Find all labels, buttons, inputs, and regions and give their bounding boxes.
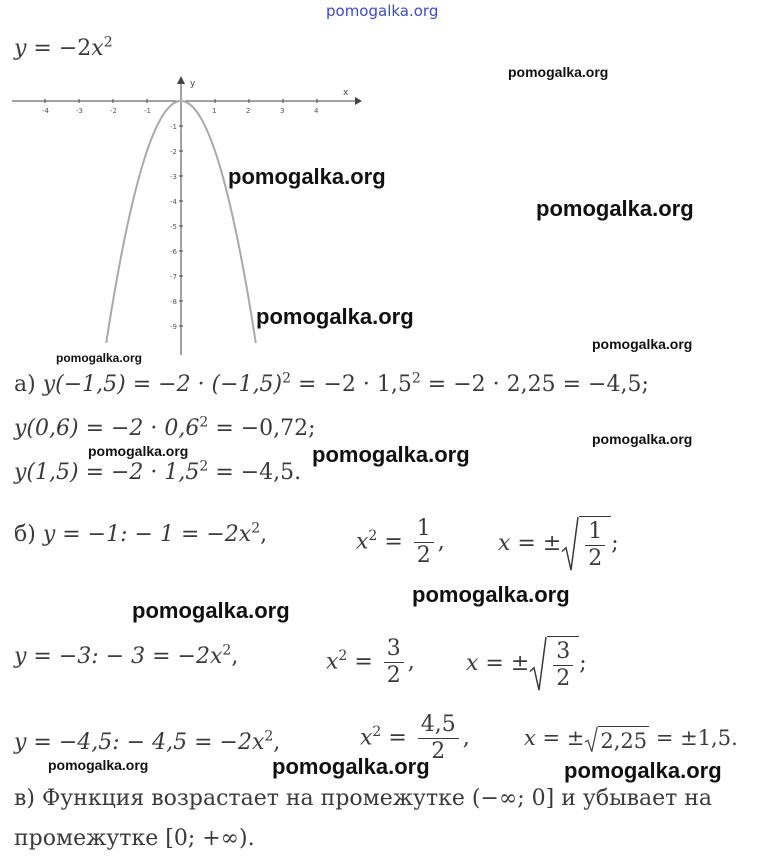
watermark[interactable]: pomogalka.org <box>272 754 430 779</box>
exp: 2 <box>282 370 292 387</box>
part-a-prefix: а) <box>14 372 43 397</box>
eq-sign: = <box>377 529 410 555</box>
watermark[interactable]: pomogalka.org <box>256 304 414 329</box>
watermark[interactable]: pomogalka.org <box>48 757 149 773</box>
x-var: x <box>356 529 369 555</box>
part-a-body: y(−1,5) = −2 · (−1,5) <box>42 372 283 397</box>
watermark[interactable]: pomogalka.org <box>312 442 470 467</box>
x-var: x <box>360 725 373 751</box>
x-tick-label: -4 <box>42 107 49 115</box>
part-a2-body: y(0,6) = −2 · 0,6 <box>14 416 200 441</box>
fraction-num: 1 <box>585 519 605 546</box>
sqrt-sign-icon <box>561 516 579 572</box>
watermark[interactable]: pomogalka.org <box>536 196 694 221</box>
exp: 2 <box>199 458 209 475</box>
watermark[interactable]: pomogalka.org <box>508 64 609 80</box>
part-b-row2-frac <box>326 636 415 689</box>
sqrt <box>584 726 649 753</box>
exp: 2 <box>372 724 382 741</box>
part-b-row1-frac <box>356 516 445 569</box>
watermark[interactable]: pomogalka.org <box>56 351 143 365</box>
y-tick-label: -6 <box>170 248 177 256</box>
row-lhs: y = −4,5: <box>14 730 120 755</box>
comma: , <box>407 649 415 675</box>
fraction-den: 2 <box>386 663 401 688</box>
exp: 2 <box>264 728 274 745</box>
fraction-num: 3 <box>553 639 573 666</box>
fraction-den: 2 <box>431 739 446 764</box>
semicolon: ; <box>611 531 619 556</box>
watermark[interactable]: pomogalka.org <box>228 164 386 189</box>
fraction-den: 2 <box>588 546 603 571</box>
watermark[interactable]: pomogalka.org <box>564 758 722 783</box>
sqrt-sign-icon <box>584 726 598 753</box>
fraction-num: 1 <box>414 516 434 543</box>
x-pm: x = ± <box>498 531 562 556</box>
exp: 2 <box>411 370 421 387</box>
x-pm: x = ± <box>524 726 585 750</box>
part-a-end: = −2 · 2,25 = −4,5; <box>420 372 649 397</box>
x-tick-label: 3 <box>280 107 285 115</box>
row-eq: − 4,5 = −2x <box>119 730 265 755</box>
fraction-den: 2 <box>556 666 571 691</box>
x-axis-arrow <box>355 97 362 105</box>
y-tick-label: -5 <box>170 223 177 231</box>
part-v-line1: в) Функция возрастает на промежутке (−∞; 0] и убывает на <box>14 786 713 811</box>
result: = ±1,5. <box>649 726 738 750</box>
comma: , <box>273 730 281 755</box>
title-y: y <box>14 36 27 61</box>
eq-sign: = <box>381 725 414 751</box>
row-lhs: y = −1: <box>42 522 128 547</box>
comma: , <box>231 644 239 669</box>
comma: , <box>260 522 268 547</box>
watermark[interactable]: pomogalka.org <box>412 582 570 607</box>
x-tick-label: 1 <box>212 107 217 115</box>
watermark[interactable]: pomogalka.org <box>592 431 693 447</box>
title-eq: = −2 <box>26 36 92 61</box>
radicand <box>547 636 579 692</box>
part-b-row1-root <box>498 516 619 572</box>
x-tick-label: 2 <box>246 107 251 115</box>
sqrt-sign-icon <box>529 636 547 692</box>
exp: 2 <box>251 520 261 537</box>
part-a3-end: = −4,5. <box>208 460 302 485</box>
exp: 2 <box>199 414 209 431</box>
sqrt <box>529 636 579 692</box>
part-a-mid: = −2 · 1,5 <box>291 372 412 397</box>
part-a-line2 <box>14 416 316 441</box>
row-eq: − 1 = −2x <box>127 522 252 547</box>
x-pm: x = ± <box>466 651 530 676</box>
exp: 2 <box>368 528 378 545</box>
y-tick-label: -9 <box>170 323 177 331</box>
part-b-row2-root <box>466 636 587 692</box>
part-v-line2: промежутке [0; +∞). <box>14 826 255 851</box>
fraction-num: 3 <box>384 636 404 663</box>
x-var: x <box>326 649 339 675</box>
part-a2-end: = −0,72; <box>208 416 316 441</box>
fraction <box>384 636 404 689</box>
y-tick-label: -2 <box>170 148 177 156</box>
part-b-row3 <box>14 730 280 755</box>
y-axis-label: y <box>190 79 196 89</box>
row-eq: − 3 = −2x <box>98 644 223 669</box>
comma: , <box>437 529 445 555</box>
sqrt <box>561 516 611 572</box>
comma: , <box>462 725 470 751</box>
function-title <box>14 36 113 61</box>
y-tick-label: -4 <box>170 198 177 206</box>
part-a-line3 <box>14 460 301 485</box>
part-a-line1 <box>14 372 649 397</box>
fraction <box>585 519 605 572</box>
radicand <box>579 516 611 572</box>
watermark[interactable]: pomogalka.org <box>132 598 290 623</box>
watermark-top[interactable]: pomogalka.org <box>326 2 439 20</box>
y-tick-label: -8 <box>170 298 177 306</box>
part-b-prefix: б) <box>14 522 43 547</box>
part-b-row2 <box>14 644 238 669</box>
x-tick-label: 4 <box>314 107 319 115</box>
y-tick-label: -1 <box>170 123 177 131</box>
part-b-row1 <box>14 522 267 547</box>
x-axis-label: x <box>343 88 349 98</box>
radicand: 2,25 <box>598 726 649 753</box>
y-tick-label: -3 <box>170 173 177 181</box>
fraction <box>553 639 573 692</box>
x-tick-label: -1 <box>144 107 151 115</box>
semicolon: ; <box>579 651 587 676</box>
fraction-num: 4,5 <box>418 712 459 739</box>
row-lhs: y = −3: <box>14 644 99 669</box>
y-tick-label: -7 <box>170 273 177 281</box>
title-x: x <box>91 36 104 61</box>
fraction <box>414 516 434 569</box>
x-tick-label: -2 <box>110 107 117 115</box>
x-tick-label: -3 <box>76 107 83 115</box>
y-axis-arrow <box>177 76 185 84</box>
watermark[interactable]: pomogalka.org <box>88 443 189 459</box>
part-a3-body: y(1,5) = −2 · 1,5 <box>14 460 200 485</box>
eq-sign: = <box>347 649 380 675</box>
watermark[interactable]: pomogalka.org <box>592 336 693 352</box>
title-exp: 2 <box>103 34 113 51</box>
fraction-den: 2 <box>416 543 431 568</box>
exp: 2 <box>222 642 232 659</box>
exp: 2 <box>338 648 348 665</box>
part-b-row3-root <box>524 726 738 753</box>
